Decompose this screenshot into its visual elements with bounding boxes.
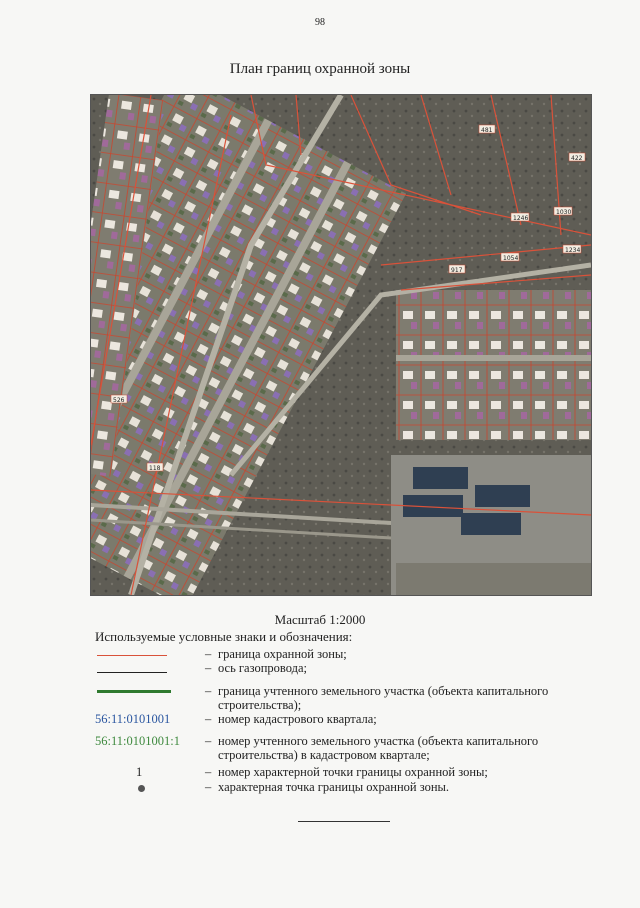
boundary-map (90, 94, 592, 596)
legend-text: номер учтенного земельного участка (объекта капитального строительства) в кадастровом квартале; (218, 734, 539, 762)
legend-text: граница охранной зоны; (218, 647, 347, 661)
legend-dash: – (205, 765, 212, 779)
map-label: 1234 (565, 247, 581, 254)
legend-dash: – (205, 780, 212, 794)
map-label: 526 (113, 397, 125, 404)
legend-dash: – (205, 684, 212, 698)
legend-text: номер характерной точки границы охранной зоны; (218, 765, 488, 779)
map-label: 481 (481, 127, 493, 134)
page-title: План границ охранной зоны (229, 61, 411, 77)
map-label: 1054 (503, 255, 519, 262)
legend-dash: – (205, 661, 212, 675)
legend-dash: – (205, 734, 212, 748)
map-image (91, 95, 591, 595)
page-number: 98 (315, 17, 325, 28)
zone-boundary-symbol (97, 655, 167, 656)
boundary-point-icon (138, 785, 145, 792)
legend-text: номер кадастрового квартала; (218, 712, 377, 726)
map-label: 422 (571, 155, 583, 162)
legend-title: Используемые условные знаки и обозначения: (95, 629, 353, 644)
bottom-rule (298, 821, 390, 822)
map-label: 1030 (556, 209, 572, 216)
map-label: 917 (451, 267, 463, 274)
legend-text: граница учтенного земельного участка (объекта капитального строительства); (218, 684, 549, 712)
map-scale: Масштаб 1:2000 (274, 612, 366, 627)
legend-dash: – (205, 712, 212, 726)
legend-text: характерная точка границы охранной зоны. (218, 780, 450, 794)
legend-dash: – (205, 647, 212, 661)
map-label: 1246 (513, 215, 529, 222)
map-label: 118 (149, 465, 161, 472)
parcel-boundary-symbol (97, 690, 171, 693)
legend-text: ось газопровода; (218, 661, 308, 675)
quarter-number-symbol: 56:11:0101001 (95, 712, 171, 726)
point-number-symbol: 1 (136, 765, 143, 779)
parcel-number-symbol: 56:11:0101001:1 (95, 734, 180, 748)
pipeline-axis-symbol (97, 672, 167, 673)
